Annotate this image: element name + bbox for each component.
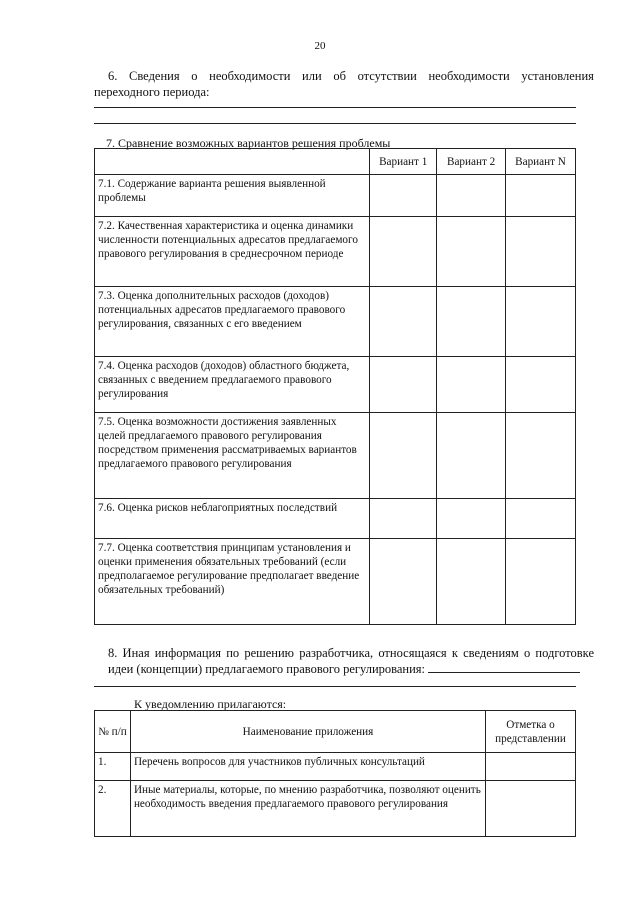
section-8 xyxy=(94,645,594,677)
variant-cell[interactable] xyxy=(437,287,506,357)
criterion-cell: 7.6. Оценка рисков неблагоприятных последствий xyxy=(95,499,370,539)
section-6-blank-line[interactable] xyxy=(94,107,576,108)
section-8-blank-line[interactable] xyxy=(94,686,576,687)
attachment-name: Иные материалы, которые, по мнению разработчика, позволяют оценить необходимость введения предлагаемого правового регулирования xyxy=(130,781,485,837)
header-number: № п/п xyxy=(95,711,131,753)
criterion-cell: 7.3. Оценка дополнительных расходов (доходов) потенциальных адресатов предлагаемого правового регулирования, связанных с его введением xyxy=(95,287,370,357)
table-row xyxy=(95,217,576,287)
section-6-number: 6. xyxy=(108,69,118,83)
variant-cell[interactable] xyxy=(437,539,506,625)
row-number: 1. xyxy=(95,753,131,781)
section-6-word: установления xyxy=(521,69,594,83)
table-row xyxy=(95,413,576,499)
variant-cell[interactable] xyxy=(370,217,437,287)
section-6-line-2: переходного периода: xyxy=(94,85,210,99)
header-variant-1: Вариант 1 xyxy=(370,149,437,175)
section-6-word: или xyxy=(302,69,322,83)
variant-cell[interactable] xyxy=(506,413,576,499)
table-header-row xyxy=(95,711,576,753)
table-header-row xyxy=(95,149,576,175)
header-submission-mark: Отметка о представлении xyxy=(486,711,576,753)
options-comparison-table xyxy=(94,148,576,625)
table-row xyxy=(95,753,576,781)
variant-cell[interactable] xyxy=(506,287,576,357)
variant-cell[interactable] xyxy=(437,413,506,499)
table-row xyxy=(95,781,576,837)
submission-mark-cell[interactable] xyxy=(486,753,576,781)
variant-cell[interactable] xyxy=(370,287,437,357)
criterion-cell: 7.1. Содержание варианта решения выявленной проблемы xyxy=(95,175,370,217)
variant-cell[interactable] xyxy=(370,175,437,217)
variant-cell[interactable] xyxy=(370,539,437,625)
variant-cell[interactable] xyxy=(370,499,437,539)
row-number: 2. xyxy=(95,781,131,837)
header-cell-empty xyxy=(95,149,370,175)
header-attachment-name: Наименование приложения xyxy=(130,711,485,753)
table-row xyxy=(95,287,576,357)
section-6-word: необходимости xyxy=(428,69,510,83)
variant-cell[interactable] xyxy=(370,357,437,413)
attachments-title: К уведомлению прилагаются: xyxy=(134,697,287,711)
section-6 xyxy=(94,68,594,100)
variant-cell[interactable] xyxy=(370,413,437,499)
attachment-name: Перечень вопросов для участников публичных консультаций xyxy=(130,753,485,781)
section-6-word: об xyxy=(333,69,346,83)
table-row xyxy=(95,357,576,413)
criterion-cell: 7.5. Оценка возможности достижения заявленных целей предлагаемого правового регулирования посредством применения рассматриваемых вариантов предлагаемого правового регулирования xyxy=(95,413,370,499)
variant-cell[interactable] xyxy=(437,357,506,413)
criterion-cell: 7.2. Качественная характеристика и оценка динамики численности потенциальных адресатов предлагаемого правового регулирования в среднесрочном периоде xyxy=(95,217,370,287)
section-8-text xyxy=(94,645,594,677)
section-6-line-1 xyxy=(94,68,594,84)
table-row xyxy=(95,499,576,539)
variant-cell[interactable] xyxy=(437,499,506,539)
section-8-fill-line[interactable] xyxy=(428,661,580,673)
header-variant-2: Вариант 2 xyxy=(437,149,506,175)
variant-cell[interactable] xyxy=(506,357,576,413)
table-row xyxy=(95,175,576,217)
section-6-word: отсутствии xyxy=(357,69,417,83)
section-6-word: необходимости xyxy=(209,69,291,83)
header-variant-n: Вариант N xyxy=(506,149,576,175)
table-row xyxy=(95,539,576,625)
attachments-table xyxy=(94,710,576,837)
variant-cell[interactable] xyxy=(506,217,576,287)
criterion-cell: 7.4. Оценка расходов (доходов) областного бюджета, связанных с введением предлагаемого правового регулирования xyxy=(95,357,370,413)
variant-cell[interactable] xyxy=(437,175,506,217)
section-6-blank-line[interactable] xyxy=(94,123,576,124)
variant-cell[interactable] xyxy=(506,499,576,539)
submission-mark-cell[interactable] xyxy=(486,781,576,837)
variant-cell[interactable] xyxy=(437,217,506,287)
section-8-label: 8. Иная информация по решению разработчика, относящаяся к сведениям о подготовке идеи (концепции) предлагаемого правового регулирования: xyxy=(108,646,594,676)
section-6-word: Сведения xyxy=(129,69,180,83)
section-7-title: 7. Сравнение возможных вариантов решения проблемы xyxy=(106,136,391,150)
page-number: 20 xyxy=(314,40,326,52)
variant-cell[interactable] xyxy=(506,175,576,217)
variant-cell[interactable] xyxy=(506,539,576,625)
section-6-word: о xyxy=(191,69,198,83)
criterion-cell: 7.7. Оценка соответствия принципам установления и оценки применения обязательных требований (если предполагаемое регулирование предполагает введение обязательных требований) xyxy=(95,539,370,625)
